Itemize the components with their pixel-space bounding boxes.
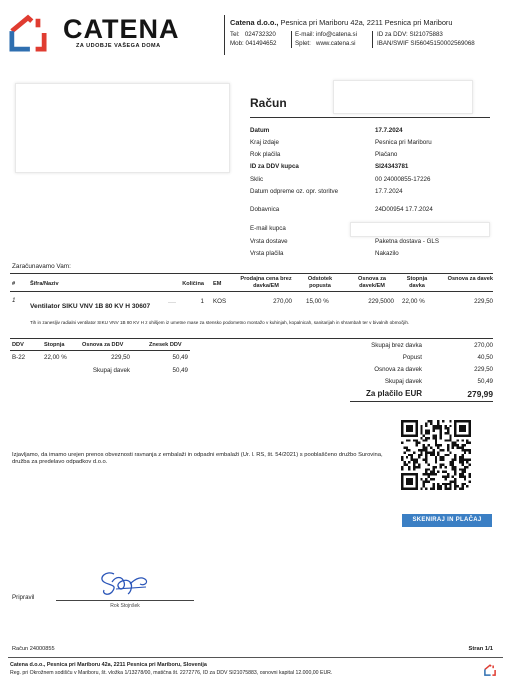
summary-label: Popust bbox=[402, 354, 422, 361]
vat-ddv: B-22 bbox=[12, 354, 26, 361]
customer-email-box bbox=[350, 222, 490, 237]
field-label: ID za DDV kupca bbox=[250, 163, 299, 170]
signature-line bbox=[56, 600, 194, 601]
col-header-total: Osnova za davek bbox=[447, 276, 493, 282]
summary-value: 270,00 bbox=[474, 342, 493, 349]
col-header-name: Šifra/Naziv bbox=[30, 281, 59, 287]
header-mob: Mob: 041494652 bbox=[230, 40, 277, 47]
item-base: 229,5000 bbox=[368, 298, 394, 305]
summary-value: 229,50 bbox=[474, 366, 493, 373]
col-header-rate: Stopnja davka bbox=[406, 276, 428, 289]
item-discount: 15,00 % bbox=[306, 298, 329, 305]
item-rate: 22,00 % bbox=[402, 298, 425, 305]
vat-top-line bbox=[10, 338, 493, 339]
summary-value: 40,50 bbox=[477, 354, 493, 361]
document-title-box bbox=[333, 80, 473, 114]
footer-divider bbox=[8, 657, 503, 658]
title-underline bbox=[250, 117, 490, 118]
footer-logo-icon bbox=[484, 664, 496, 676]
field-value: 17.7.2024 bbox=[375, 127, 403, 134]
table-header-line bbox=[10, 291, 493, 292]
field-label: Datum bbox=[250, 127, 270, 134]
signature-icon bbox=[96, 566, 156, 600]
total-underline bbox=[350, 401, 493, 402]
scan-and-pay-button[interactable]: SKENIRAJ IN PLAČAJ bbox=[402, 514, 492, 527]
grand-total-label: Za plačilo EUR bbox=[365, 389, 422, 398]
footer-invoice-number: Račun 24000855 bbox=[12, 646, 55, 652]
vat-header-rate: Stopnja bbox=[44, 342, 65, 348]
field-value: 17.7.2024 bbox=[375, 188, 403, 195]
field-label: Datum odpreme oz. opr. storitve bbox=[250, 188, 339, 195]
company-name: Catena d.o.o., bbox=[230, 18, 279, 27]
customer-address-box bbox=[15, 83, 230, 173]
field-value: Nakazilo bbox=[375, 250, 399, 257]
footer-page-number: Stran 1/1 bbox=[468, 646, 493, 652]
vat-rate: 22,00 % bbox=[44, 354, 67, 361]
vat-header-ddv: DDV bbox=[12, 342, 24, 348]
vat-header-base: Osnova za DDV bbox=[82, 342, 124, 348]
footer-company-line: Catena d.o.o., Pesnica pri Mariboru 42a, 2211 Pesnica pri Mariboru, Slovenija bbox=[10, 662, 207, 668]
col-header-unit: EM bbox=[213, 281, 222, 287]
col-header-discount: Odstotek popusta bbox=[307, 276, 333, 289]
item-qty: 1 bbox=[200, 298, 204, 305]
col-header-qty: Količina bbox=[182, 281, 204, 287]
header-vat: ID za DDV: SI21075883 bbox=[377, 31, 443, 38]
item-total: 229,50 bbox=[474, 298, 493, 305]
billed-to-label: Zaračunavamo Vam: bbox=[12, 263, 71, 270]
summary-label: Skupaj davek bbox=[384, 378, 422, 385]
item-price: 270,00 bbox=[273, 298, 292, 305]
field-label: E-mail kupca bbox=[250, 225, 286, 232]
col-header-price: Prodajna cena brez davka/EM bbox=[240, 276, 292, 289]
signer-name: Rok Stojnšek bbox=[110, 603, 140, 609]
field-value: 24D00954 17.7.2024 bbox=[375, 206, 433, 213]
summary-label: Osnova za davek bbox=[374, 366, 422, 373]
field-label: Vrsta plačila bbox=[250, 250, 284, 257]
item-num: 1 bbox=[12, 297, 16, 304]
vat-header-line bbox=[10, 350, 190, 351]
field-value: Pesnica pri Mariboru bbox=[375, 139, 432, 146]
vat-amount: 50,49 bbox=[172, 354, 188, 361]
table-top-line bbox=[10, 273, 493, 274]
item-name: Ventilator SIKU VNV 1B 80 KV H 30607 bbox=[30, 303, 151, 310]
col-header-num: # bbox=[12, 281, 16, 287]
header-email: E-mail: info@catena.si bbox=[295, 31, 358, 38]
header-divider-2 bbox=[291, 31, 292, 48]
vat-header-amount: Znesek DDV bbox=[149, 342, 182, 348]
header-web: Splet: www.catena.si bbox=[295, 40, 356, 47]
header-iban: IBAN/SWIF SI56045150002569068 bbox=[377, 40, 475, 47]
footer-registry-line: Reg. pri Okrožnem sodišču v Mariboru, št. vložka 1/13278/00, matična št. 2272776, ID za DDV SI21075883, osnovni kapital 12.000,00 EUR. bbox=[10, 670, 333, 676]
qr-code-icon bbox=[401, 420, 471, 490]
field-value: SI24343781 bbox=[375, 163, 409, 170]
header-divider bbox=[224, 15, 225, 55]
field-label: Vrsta dostave bbox=[250, 238, 288, 245]
brand-name: CATENA bbox=[63, 14, 180, 44]
company-line bbox=[230, 18, 453, 27]
field-label: Kraj izdaje bbox=[250, 139, 279, 146]
vat-total: 50,49 bbox=[172, 367, 188, 374]
header-tel: Tel: 024732320 bbox=[230, 31, 276, 38]
field-value: 00 24000855-17226 bbox=[375, 176, 431, 183]
vat-total-label: Skupaj davek bbox=[92, 367, 130, 374]
summary-value: 50,49 bbox=[477, 378, 493, 385]
field-value: Paketna dostava - GLS bbox=[375, 238, 439, 245]
summary-label: Skupaj brez davka bbox=[371, 342, 422, 349]
item-unit: KOS bbox=[213, 298, 227, 305]
field-value: Plačano bbox=[375, 151, 398, 158]
catena-logo-icon bbox=[9, 14, 47, 52]
vat-base: 229,50 bbox=[111, 354, 130, 361]
company-address: Pesnica pri Mariboru 42a, 2211 Pesnica pri Mariboru bbox=[278, 18, 453, 27]
field-label: Rok plačila bbox=[250, 151, 281, 158]
packaging-disclaimer: Izjavljamo, da imamo urejen prenos obveznosti ravnanja z embalaži in odpadni embalaži (Ur. l. RS, št. 54/2021) s pooblaščeno družbo Surovina, družba za predelavo odpadkov d.o.o. bbox=[12, 452, 383, 465]
item-description: Tih in zanesljiv radialni ventilator SIKU VNV 1B 80 KV H z ohišjem iz umetne mase za stensko podometno montažo v kuhinjah, kopalnicah, sanitarijah in shrambah ter v bivalnih območjih. bbox=[30, 320, 410, 325]
prepared-by-label: Pripravil bbox=[12, 594, 35, 601]
document-title: Račun bbox=[250, 96, 287, 110]
item-name-underline bbox=[168, 297, 176, 303]
grand-total-value: 279,99 bbox=[467, 389, 493, 399]
col-header-base: Osnova za davek/EM bbox=[358, 276, 386, 289]
field-label: Sklic bbox=[250, 176, 264, 183]
brand-tagline: ZA UDOBJE VAŠEGA DOMA bbox=[76, 43, 161, 49]
field-label: Dobavnica bbox=[250, 206, 280, 213]
header-divider-3 bbox=[372, 31, 373, 48]
